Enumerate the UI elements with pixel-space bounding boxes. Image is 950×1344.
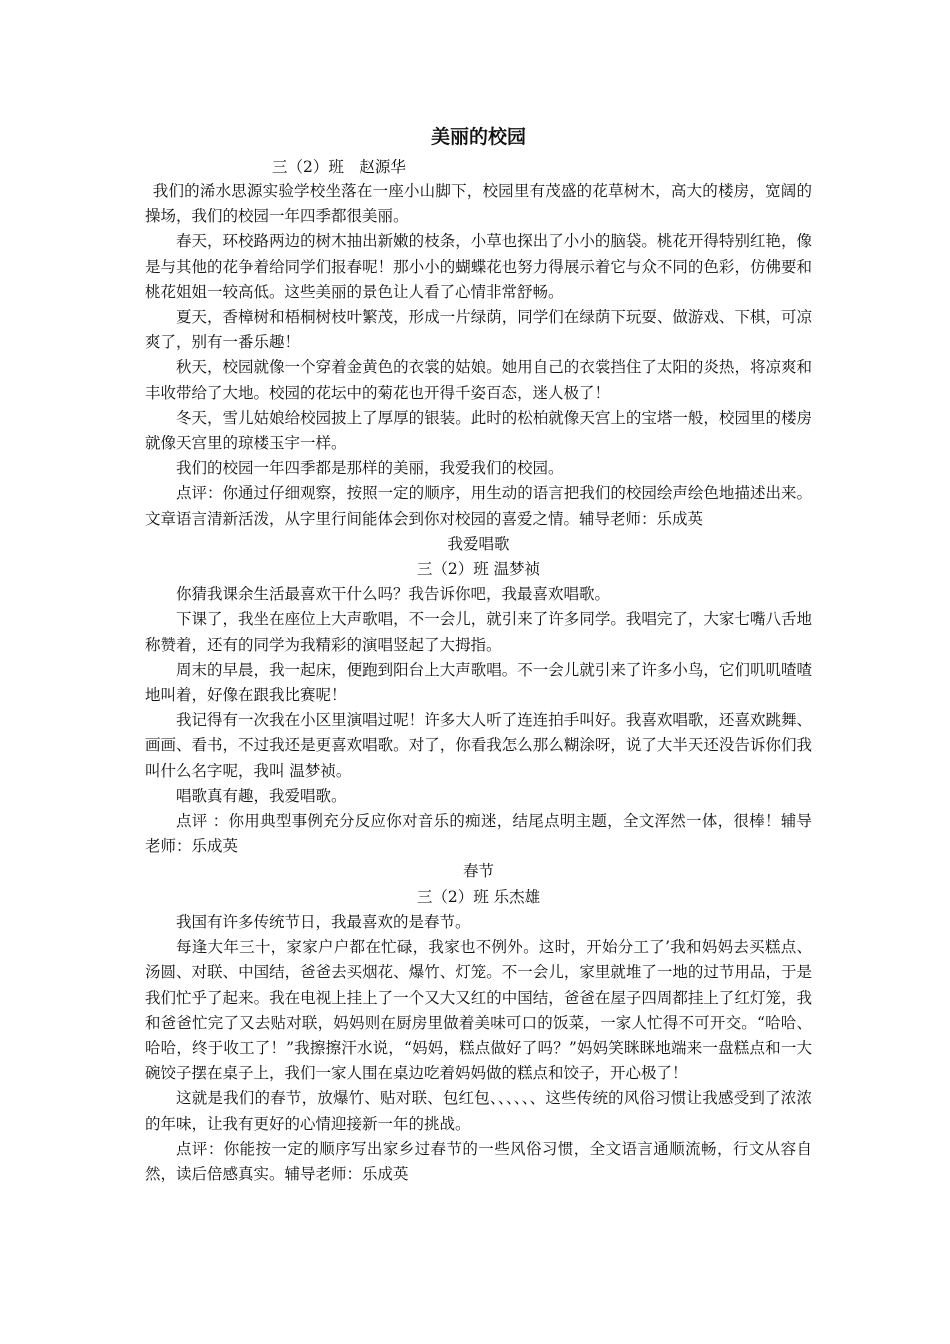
teacher-comment: 点评 ：你用典型事例充分反应你对音乐的痴迷，结尾点明主题，全文浑然一体，很棒！辅导老师：乐成英 <box>145 812 812 856</box>
essay-paragraph: 我们的校园一年四季都是那样的美丽，我爱我们的校园。 <box>176 459 564 478</box>
essay-byline: 三（2）班 赵源华 <box>272 158 406 176</box>
essay-byline: 三（2）班 乐杰雄 <box>416 887 541 906</box>
essay-beautiful-campus <box>145 119 812 532</box>
essay-byline: 三（2）班 温梦祯 <box>416 560 541 579</box>
essay-title: 春节 <box>462 862 494 881</box>
essay-paragraph: 我记得有一次我在小区里演唱过呢！许多大人听了连连拍手叫好。我喜欢唱歌，还喜欢跳舞、画画、看书，不过我还是更喜欢唱歌。对了，你看我怎么那么糊涂呀，说了大半天还没告诉你们我叫什么名字呢，我叫 温梦祯。 <box>145 711 812 780</box>
essay-title: 我爱唱歌 <box>447 534 510 553</box>
essay-paragraph: 我们的浠水思源实验学校坐落在一座小山脚下，校园里有茂盛的花草树木，高大的楼房，宽阔的操场，我们的校园一年四季都很美丽。 <box>145 182 812 226</box>
essay-spring-festival <box>145 859 812 1187</box>
essay-paragraph: 我国有许多传统节日，我最喜欢的是春节。 <box>176 912 471 931</box>
essay-paragraph: 下课了，我坐在座位上大声歌唱，不一会儿，就引来了许多同学。我唱完了，大家七嘴八舌地称赞着，还有的同学为我精彩的演唱竖起了大拇指。 <box>145 610 812 654</box>
essay-title: 美丽的校园 <box>430 126 526 148</box>
essay-paragraph: 春天，环校路两边的树木抽出新嫩的枝条，小草也探出了小小的脑袋。桃花开得特别红艳，像是与其他的花争着给同学们报春呢！那小小的蝴蝶花也努力得展示着它与众不同的色彩，仿佛要和桃花姐姐一较高低。这些美丽的景色让人看了心情非常舒畅。 <box>145 232 812 301</box>
essay-paragraph: 周末的早晨，我一起床，便跑到阳台上大声歌唱。不一会儿就引来了许多小鸟，它们叽叽喳喳地叫着，好像在跟我比赛呢！ <box>145 660 812 705</box>
teacher-comment: 点评：你通过仔细观察，按照一定的顺序，用生动的语言把我们的校园绘声绘色地描述出来。文章语言清新活泼，从字里行间能体会到你对校园的喜爱之情。辅导老师：乐成英 <box>145 484 812 528</box>
essay-paragraph: 冬天，雪儿姑娘给校园披上了厚厚的银装。此时的松柏就像天宫上的宝塔一般，校园里的楼房就像天宫里的琼楼玉宇一样。 <box>145 408 812 453</box>
essay-paragraph: 这就是我们的春节，放爆竹、贴对联、包红包、、、、、、这些传统的风俗习惯让我感受到了浓浓的年味，让我有更好的心情迎接新一年的挑战。 <box>145 1089 812 1133</box>
essay-paragraph: 夏天，香樟树和梧桐树枝叶繁茂，形成一片绿荫，同学们在绿荫下玩耍、做游戏、下棋，可凉爽了，别有一番乐趣！ <box>145 308 812 352</box>
teacher-comment: 点评：你能按一定的顺序写出家乡过春节的一些风俗习惯，全文语言通顺流畅，行文从容自然，读后倍感真实。辅导老师：乐成英 <box>145 1139 812 1183</box>
essay-paragraph: 你猜我课余生活最喜欢干什么吗？我告诉你吧，我最喜欢唱歌。 <box>176 585 611 604</box>
essay-paragraph: 每逢大年三十，家家户户都在忙碌，我家也不例外。这时，开始分工了’我和妈妈去买糕点、汤圆、对联、中国结，爸爸去买烟花、爆竹、灯笼。不一会儿，家里就堆了一地的过节用品，于是我们忙乎了起来。我在电视上挂上了一个又大又红的中国结，爸爸在屋子四周都挂上了红灯笼，我和爸爸忙完了又去贴对联，妈妈则在厨房里做着美味可口的饭菜，一家人忙得不可开交。“哈哈、哈哈，终于收工了！”我擦擦汗水说，“妈妈，糕点做好了吗？”妈妈笑眯眯地端来一盘糕点和一大碗饺子摆在桌子上，我们一家人围在桌边吃着妈妈做的糕点和饺子，开心极了！ <box>145 938 812 1083</box>
essay-i-love-singing <box>145 532 812 860</box>
essay-paragraph: 秋天，校园就像一个穿着金黄色的衣裳的姑娘。她用自己的衣裳挡住了太阳的炎热，将凉爽和丰收带给了大地。校园的花坛中的菊花也开得千姿百态，迷人极了！ <box>145 358 812 402</box>
essay-paragraph: 唱歌真有趣，我爱唱歌。 <box>176 786 347 805</box>
